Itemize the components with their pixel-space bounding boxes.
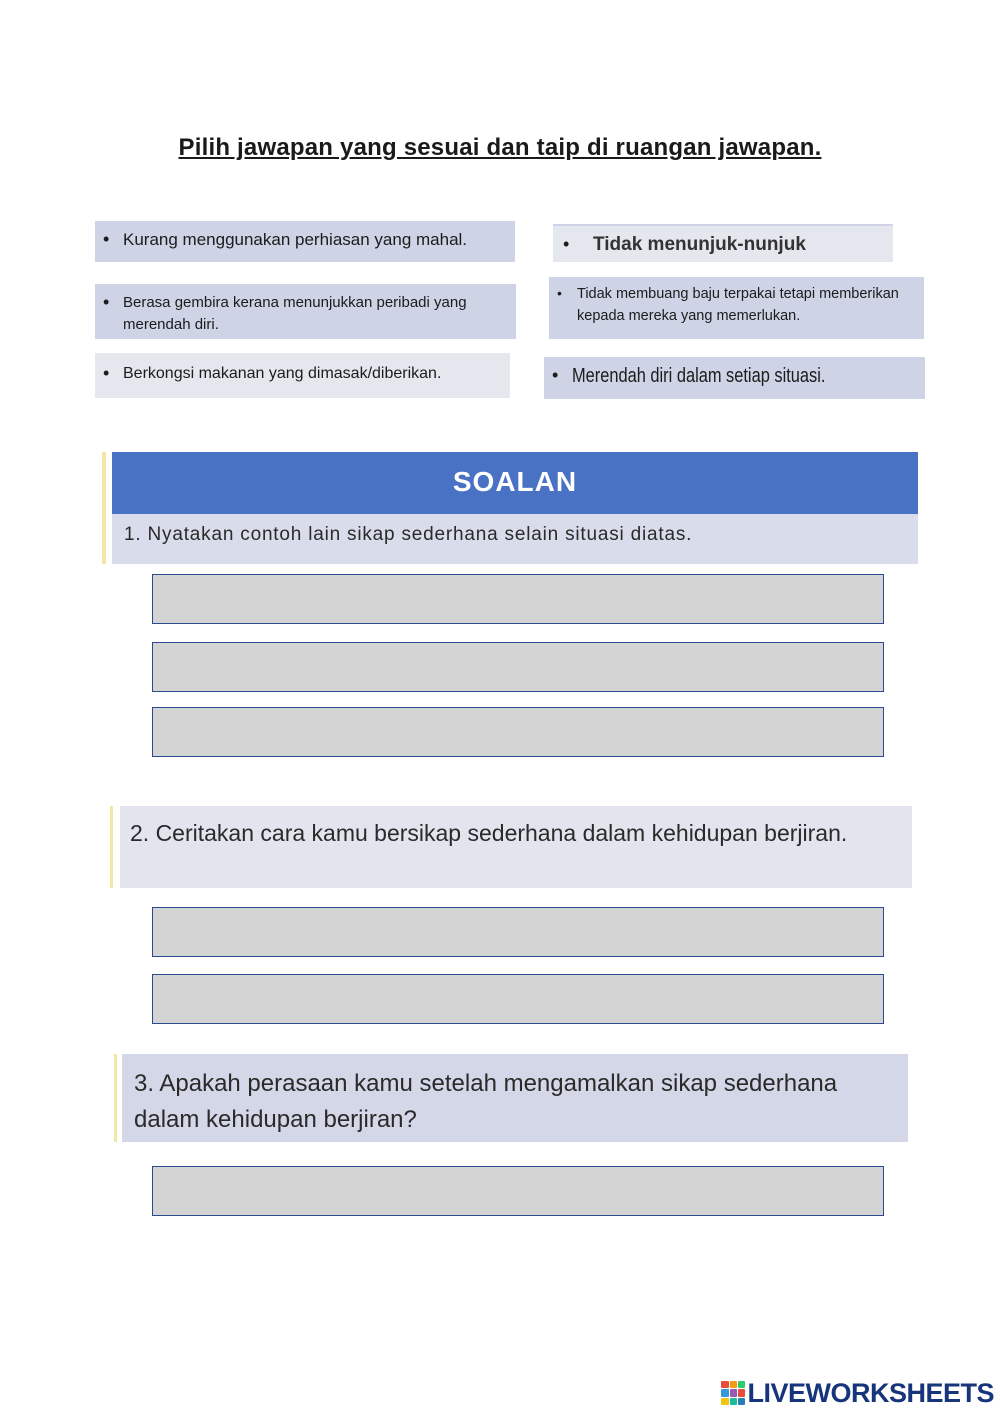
answer-2a-input[interactable] <box>152 907 884 957</box>
instruction-title: Pilih jawapan yang sesuai dan taip di ruangan jawapan. <box>178 134 822 161</box>
option-chip <box>95 284 516 339</box>
bullet-icon: • <box>552 365 559 385</box>
logo-text: LIVEWORKSHEETS <box>747 1377 994 1408</box>
bullet-icon: • <box>563 234 570 254</box>
section-accent <box>102 452 106 564</box>
answer-1a-input[interactable] <box>152 574 884 624</box>
answer-2b-input[interactable] <box>152 974 884 1024</box>
question-1: 1. Nyatakan contoh lain sikap sederhana selain situasi diatas. <box>112 514 918 564</box>
option-chip <box>549 277 924 339</box>
section-accent <box>110 806 113 888</box>
section-accent <box>114 1054 117 1142</box>
option-chip <box>95 353 510 398</box>
option-chip <box>95 221 515 262</box>
option-text: Tidak membuang baju terpakai tetapi memberikan kepada mereka yang memerlukan. <box>577 286 899 324</box>
section-header: SOALAN <box>112 452 918 514</box>
bullet-icon: • <box>103 229 110 249</box>
liveworksheets-logo <box>721 1378 994 1408</box>
option-text: Tidak menunjuk-nunjuk <box>593 234 806 255</box>
answer-1c-input[interactable] <box>152 707 884 757</box>
liveworksheets-logo-icon <box>721 1381 745 1405</box>
option-chip <box>544 357 925 399</box>
option-text: Berkongsi makanan yang dimasak/diberikan. <box>123 365 442 382</box>
bullet-icon: • <box>103 363 110 383</box>
bullet-icon: • <box>557 285 562 301</box>
option-text: Kurang menggunakan perhiasan yang mahal. <box>123 230 468 249</box>
answer-3-input[interactable] <box>152 1166 884 1216</box>
bullet-icon: • <box>103 292 110 312</box>
option-text: Merendah diri dalam setiap situasi. <box>572 365 826 387</box>
answer-1b-input[interactable] <box>152 642 884 692</box>
question-2: 2. Ceritakan cara kamu bersikap sederhana dalam kehidupan berjiran. <box>120 806 912 888</box>
option-chip <box>553 224 893 262</box>
option-text: Berasa gembira kerana menunjukkan peribadi yang merendah diri. <box>123 294 467 333</box>
question-3: 3. Apakah perasaan kamu setelah mengamalkan sikap sederhana dalam kehidupan berjiran? <box>122 1054 908 1142</box>
